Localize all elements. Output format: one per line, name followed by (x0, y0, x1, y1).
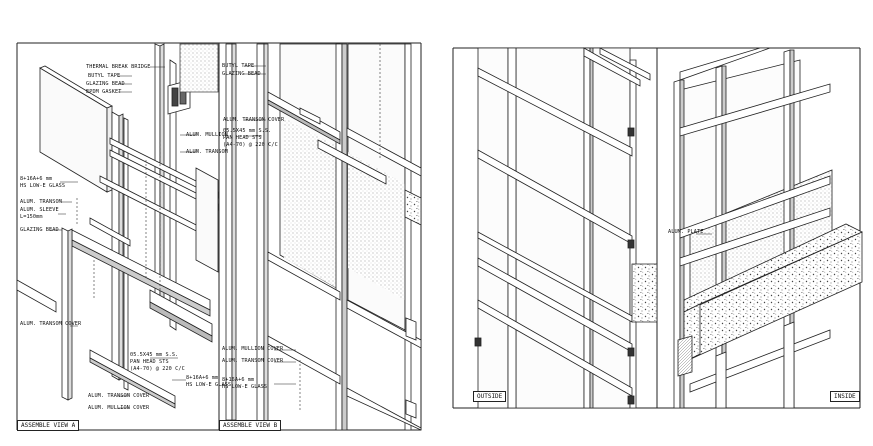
label-glazing-bead-a2: GLAZING BEAD (20, 227, 59, 233)
label-alum-transom-a: ALUM. TRANSOM (186, 149, 228, 155)
label-alum-sleeve-length: L=150mm (20, 214, 43, 220)
label-epdm-gasket: EPDM GASKET (86, 89, 122, 95)
label-mullion-cover-b: ALUM. MULLION COVER (222, 346, 284, 352)
outside-facade (475, 48, 657, 408)
label-glass-b-spec: 8+16A+6 mm (222, 377, 255, 383)
label-screw-b-type: PAN HEAD STS (223, 135, 262, 141)
label-screw-b-size: 05.5X45 mm S.S. (223, 128, 272, 134)
label-screw-a-size: 05.5X45 mm S.S. (130, 352, 179, 358)
inside-facade (674, 48, 862, 408)
label-alum-sleeve: ALUM. SLEEVE (20, 207, 59, 213)
label-screw-b-spacing: (A4-70) @ 220 C/C (223, 142, 278, 148)
caption-inside: INSIDE (830, 391, 860, 402)
label-thermal-break: THERMAL BREAK BRIDGE (86, 64, 151, 70)
label-transom-cover-a: ALUM. TRANSOM COVER (20, 321, 82, 327)
label-alum-transom-a2: ALUM. TRANSOM (20, 199, 62, 205)
label-butyl-tape-b: BUTYL TAPE (222, 63, 255, 69)
caption-assemble-view-a: ASSEMBLE VIEW A (17, 420, 79, 431)
assembled-view-b (226, 44, 421, 430)
caption-outside: OUTSIDE (473, 391, 506, 402)
label-screw-a-spacing: (A4-70) @ 220 C/C (130, 366, 185, 372)
label-glass-a2-spec: 8+16A+6 mm (186, 375, 219, 381)
label-butyl-tape-a: BUTYL TAPE (88, 73, 121, 79)
label-glass-a2-type: HS LOW-E GLASS (186, 382, 232, 388)
label-transom-cover-b: ALUM. TRANSOM COVER (223, 117, 285, 123)
label-screw-a-type: PAN HEAD STS (130, 359, 169, 365)
label-glass-a-spec: 8+16A+6 mm (20, 176, 53, 182)
exploded-view-a (17, 44, 218, 408)
label-glazing-bead-b: GLAZING BEAD (222, 71, 261, 77)
label-mullion-cover-a: ALUM. MULLION COVER (88, 405, 150, 411)
label-alum-plate: ALUM. PLATE (668, 229, 704, 235)
label-transom-cover-a2: ALUM. TRANSOM COVER (88, 393, 150, 399)
label-alum-mullion-a: ALUM. MULLION (186, 132, 228, 138)
label-glass-a-type: HS LOW-E GLASS (20, 183, 66, 189)
label-transom-cover-b2: ALUM. TRANSOM COVER (222, 358, 284, 364)
caption-assemble-view-b: ASSEMBLE VIEW B (219, 420, 281, 431)
label-glass-b-type: HS LOW-E GLASS (222, 384, 268, 390)
label-glazing-bead-a: GLAZING BEAD (86, 81, 125, 87)
